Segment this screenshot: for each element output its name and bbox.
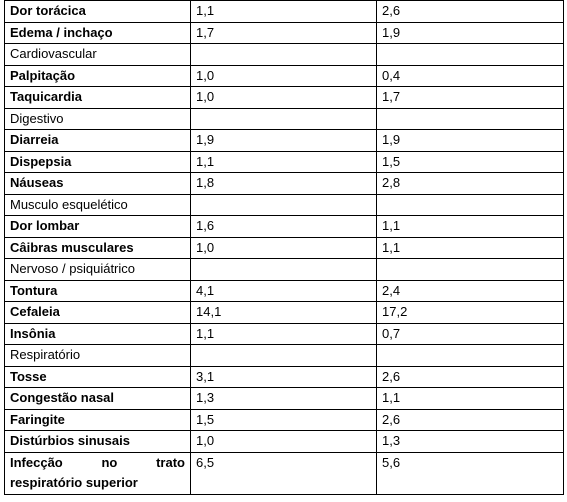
- value-column-2-cell: 0,7: [377, 323, 564, 345]
- table-row: [5, 65, 564, 87]
- table-row: [5, 1, 564, 23]
- symptom-label: Dispepsia: [5, 151, 191, 173]
- symptom-label: Congestão nasal: [5, 388, 191, 410]
- value-column-2-cell: 0,4: [377, 65, 564, 87]
- category-label: Musculo esquelético: [5, 194, 191, 216]
- value-column-2-cell: 2,6: [377, 366, 564, 388]
- symptom-label: Cefaleia: [5, 302, 191, 324]
- value-column-1-cell: 1,9: [191, 130, 377, 152]
- value-column-1-cell: 1,5: [191, 409, 377, 431]
- value-column-2-cell: 1,9: [377, 130, 564, 152]
- table-body: [5, 1, 564, 495]
- category-row: [5, 345, 564, 367]
- table-row: [5, 130, 564, 152]
- symptom-label: Faringite: [5, 409, 191, 431]
- category-row: [5, 259, 564, 281]
- value-column-2-cell: 1,9: [377, 22, 564, 44]
- value-column-1-cell: 1,0: [191, 87, 377, 109]
- value-column-1-cell: 1,1: [191, 151, 377, 173]
- value-column-1-cell: 6,5: [191, 452, 377, 494]
- value-column-1-cell: 1,1: [191, 323, 377, 345]
- value-column-1-cell: 1,8: [191, 173, 377, 195]
- table-row: [5, 431, 564, 453]
- value-column-1-cell: 1,1: [191, 1, 377, 23]
- value-column-2-cell: 1,1: [377, 237, 564, 259]
- value-column-1-cell: 1,7: [191, 22, 377, 44]
- symptom-label: Dor torácica: [5, 1, 191, 23]
- value-column-1-cell: [191, 194, 377, 216]
- value-column-1-cell: 1,0: [191, 65, 377, 87]
- value-column-2-cell: [377, 259, 564, 281]
- adverse-events-table: [4, 0, 564, 495]
- table-row: [5, 237, 564, 259]
- symptom-label: Distúrbios sinusais: [5, 431, 191, 453]
- value-column-1-cell: 1,6: [191, 216, 377, 238]
- value-column-1-cell: 1,3: [191, 388, 377, 410]
- value-column-2-cell: 2,6: [377, 409, 564, 431]
- value-column-2-cell: [377, 108, 564, 130]
- symptom-label: Dor lombar: [5, 216, 191, 238]
- table-row: [5, 323, 564, 345]
- symptom-label: Insônia: [5, 323, 191, 345]
- table-row: [5, 388, 564, 410]
- value-column-1-cell: 14,1: [191, 302, 377, 324]
- symptom-label: Edema / inchaço: [5, 22, 191, 44]
- category-label: Cardiovascular: [5, 44, 191, 66]
- symptom-label: Taquicardia: [5, 87, 191, 109]
- category-label: Digestivo: [5, 108, 191, 130]
- symptom-label: Tontura: [5, 280, 191, 302]
- symptom-label: Palpitação: [5, 65, 191, 87]
- value-column-1-cell: [191, 345, 377, 367]
- table-row: [5, 216, 564, 238]
- table-row: [5, 409, 564, 431]
- value-column-2-cell: 1,7: [377, 87, 564, 109]
- value-column-2-cell: 2,8: [377, 173, 564, 195]
- value-column-1-cell: [191, 44, 377, 66]
- value-column-1-cell: 4,1: [191, 280, 377, 302]
- table-row: [5, 280, 564, 302]
- value-column-2-cell: 5,6: [377, 452, 564, 494]
- symptom-label: Diarreia: [5, 130, 191, 152]
- value-column-1-cell: [191, 108, 377, 130]
- symptom-label: Náuseas: [5, 173, 191, 195]
- symptom-label: Tosse: [5, 366, 191, 388]
- symptom-label: Câibras musculares: [5, 237, 191, 259]
- category-label: Respiratório: [5, 345, 191, 367]
- value-column-2-cell: 2,4: [377, 280, 564, 302]
- category-label: Nervoso / psiquiátrico: [5, 259, 191, 281]
- table-row: [5, 366, 564, 388]
- symptom-label: Infecção no trato respiratório superior: [5, 452, 191, 494]
- value-column-2-cell: 1,1: [377, 388, 564, 410]
- table-row: [5, 151, 564, 173]
- category-row: [5, 108, 564, 130]
- value-column-2-cell: 2,6: [377, 1, 564, 23]
- value-column-2-cell: 17,2: [377, 302, 564, 324]
- table-row: [5, 22, 564, 44]
- category-row: [5, 194, 564, 216]
- value-column-2-cell: 1,3: [377, 431, 564, 453]
- value-column-1-cell: 1,0: [191, 431, 377, 453]
- table-row: [5, 87, 564, 109]
- value-column-2-cell: [377, 44, 564, 66]
- value-column-1-cell: 3,1: [191, 366, 377, 388]
- value-column-2-cell: [377, 194, 564, 216]
- value-column-2-cell: 1,5: [377, 151, 564, 173]
- value-column-2-cell: 1,1: [377, 216, 564, 238]
- category-row: [5, 44, 564, 66]
- table-row: [5, 173, 564, 195]
- value-column-1-cell: [191, 259, 377, 281]
- table-row: [5, 452, 564, 494]
- value-column-2-cell: [377, 345, 564, 367]
- table-row: [5, 302, 564, 324]
- value-column-1-cell: 1,0: [191, 237, 377, 259]
